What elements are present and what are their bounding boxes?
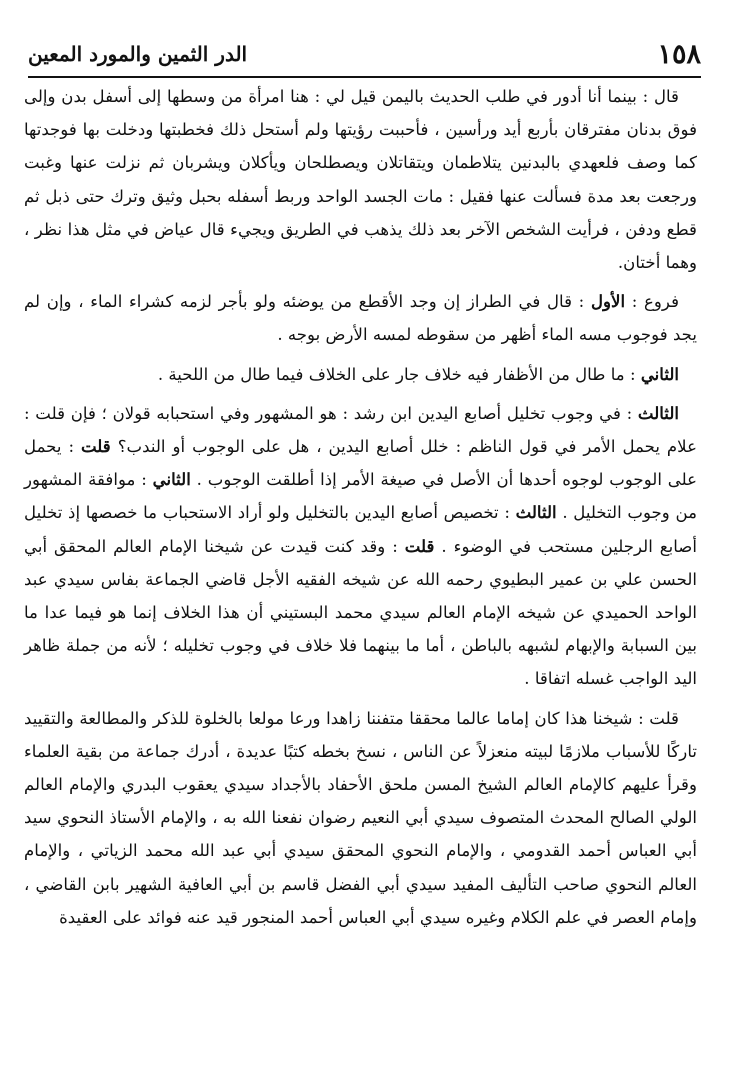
running-title: الدر الثمين والمورد المعين <box>28 42 248 66</box>
text-segment: قلت : شيخنا هذا كان إماما عالما محققا متفننا زاهدا ورعا مولعا بالخلوة للذكر والمطالعة والتقييد تاركًا للأسباب ملازمًا لبيته منعزلاً عن الناس ، نسخ بخطه كتبًا عديدة ، أدرك جماعة من بقية العلماء وقرأ عليهم كالإمام العالم الشيخ المسن ملحق الأحفاد بالأجداد سيدي يعقوب البدري والإمام العالم الولي الصالح المحدث المتصوف سيدي أبي النعيم رضوان نفعنا الله به ، والإمام الأستاذ النحوي سيد أبي العباس أحمد القدومي ، والإمام النحوي المحقق سيدي أبي عبد الله محمد الزياتي ، والإمام العالم النحوي صاحب التأليف المفيد سيدي أبي الفضل قاسم بن أبي العافية الشهير بابن القاضي ، وإمام العصر في علم الكلام وغيره سيدي أبي العباس أحمد المنجور قيد عنه فوائد على العقيدة <box>24 708 697 927</box>
paragraph-shaykh <box>24 702 697 934</box>
section-label: الثالث <box>637 402 679 423</box>
section-label: الأول <box>590 291 626 312</box>
section-label: قلت <box>81 436 111 457</box>
text-segment: : يحمل على الوجوب لوجوه أحدها أن الأصل في صيغة الأمر إذا أطلقت الوجوب . <box>24 437 697 490</box>
text-segment: : تخصيص أصابع اليدين بالتخليل ولو أراد الاستحباب ما خصصها إذ تخليل أصابع الرجلين مستحب في الوضوء . <box>24 503 697 556</box>
header-rule <box>28 76 701 78</box>
paragraph-furu <box>24 285 697 351</box>
paragraph-second <box>24 358 697 391</box>
text-segment: : في وجوب تخليل أصابع اليدين ابن رشد : هو المشهور وفي استحبابه قولان ؛ فإن قلت : علام يحمل الأمر في قول الناظم : خلل أصابع اليدين ، هل على الوجوب أو الندب؟ <box>24 403 697 457</box>
text-segment: قال : بينما أنا أدور في طلب الحديث باليمن قيل لي : هنا امرأة من وسطها إلى أسفل بدن وإلى فوق بدنان مفترقان بأربع أيد ورأسين ، فأحببت رؤيتها ولم أستحل ذلك فخطبتها ودخلت بها فوجدتها كما وصف فلعهدي بالبدنين يتلاطمان ويتقاتلان ويصطلحان ويأكلان ويشربان ثم نزلت عنها وغبت ورجعت بعد مدة فسألت عنها فقيل : مات الجسد الواحد وربط أسفله بحبل وثيق وترك حتى ذبل ثم قطع ودفن ، فرأيت الشخص الآخر بعد ذلك يذهب في الطريق ويجيء قال عياض في مثل هذا نظر ، وهما أختان. <box>24 87 697 273</box>
section-label: قلت <box>404 535 435 556</box>
paragraph-narration <box>24 80 697 279</box>
body-text <box>24 80 697 940</box>
text-segment: : قال في الطراز إن وجد الأقطع من يوضئه ولو بأجر لزمه كشراء الماء ، وإن لم يجد فوجوب مسه الماء أظهر من سقوطه لمسه الأرض بوجه . <box>24 292 697 345</box>
paragraph-third <box>24 397 697 696</box>
section-label: الثالث <box>515 502 557 523</box>
text-segment: : موافقة المشهور من وجوب التخليل . <box>24 470 697 523</box>
section-label: الثاني <box>152 469 191 490</box>
page-number: ١٥٨ <box>657 38 701 70</box>
text-segment: : ما طال من الأظفار فيه خلاف جار على الخلاف فيما طال من اللحية . <box>157 364 641 384</box>
section-label: الثاني <box>640 363 679 384</box>
page-header <box>28 34 701 74</box>
text-segment: : وقد كنت قيدت عن شيخنا الإمام العالم المحقق أبي الحسن علي بن عمير البطيوي رحمه الله عن شيخه الفقيه الأجل قاضي الجماعة بفاس سيدي عبد الواحد الحميدي عن شيخه الإمام العالم سيدي محمد البستيني أن هذا الخلاف إنما هو فيما عدا ما بين السبابة والإبهام لشبهه بالباطن ، أما ما بينهما فلا خلاف في وجوب تخليله ؛ لأنه من جملة ظاهر اليد الواجب غسله اتفاقا . <box>24 536 697 689</box>
text-segment: فروع : <box>625 292 679 312</box>
